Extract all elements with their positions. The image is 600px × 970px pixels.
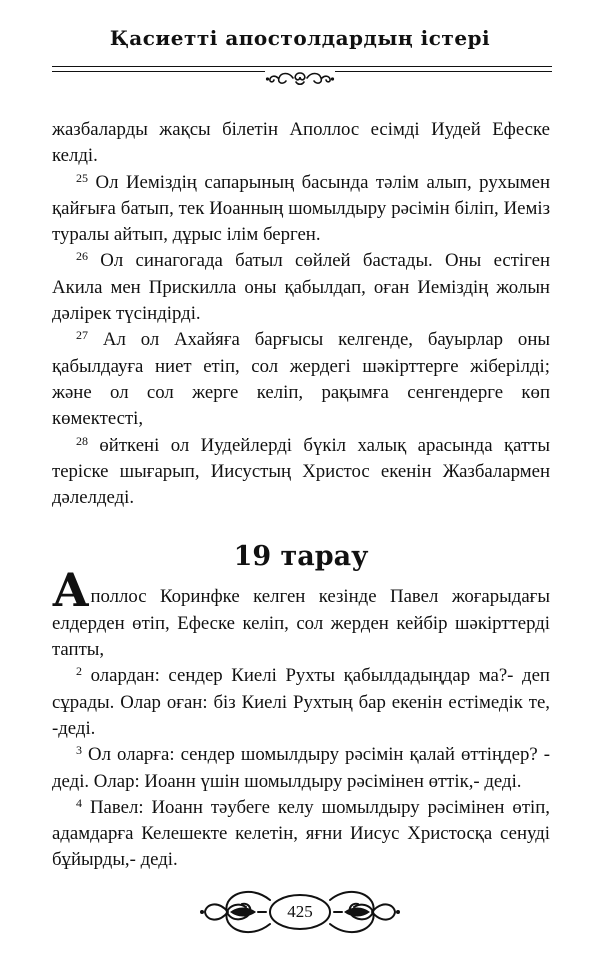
header-ornament-icon	[265, 68, 335, 88]
verse-number: 28	[76, 433, 88, 448]
verse-number: 25	[76, 170, 88, 185]
verse-text: Ол Иеміздің сапарының басында тәлім алып, рухымен қайғыға батып, тек Иоанның шомылдыру рәсімін біліп, Иеміз туралы айтып, дұрыс ілім берген.	[52, 171, 550, 246]
verse-paragraph	[52, 663, 550, 742]
drop-cap: А	[52, 563, 90, 618]
verse-paragraph	[52, 170, 550, 249]
verse-text: Ал ол Ахайяға барғысы келгенде, бауырлар оны қабылдауға ниет етіп, сол жердегі шәкірттерге жіберілді; және ол сол жерге келіп, рақымға сенгендерге көп көмектесті,	[52, 329, 550, 430]
verse-text: жазбаларды жақсы білетін Аполлос есімді Иудей Ефеске келді.	[52, 119, 550, 167]
verse-number: 26	[76, 249, 88, 264]
verse-number: 3	[76, 743, 82, 758]
verse-text: өйткені ол Иудейлерді бүкіл халық арасында қатты теріске шығарып, Иисустың Христос екенін Жазбалармен дәлелдеді.	[52, 434, 550, 509]
verse-text: Ол синагогада батыл сөйлей бастады. Оны естіген Акила мен Прискилла оны қабылдап, оған Иеміздің жолын дәлірек түсіндірді.	[52, 250, 550, 325]
page-body	[52, 117, 550, 874]
verse-number: 27	[76, 328, 88, 343]
verse-paragraph	[52, 248, 550, 327]
verse-text: Ол оларға: сендер шомылдыру рәсімін қалай өттіңдер? - деді. Олар: Иоанн үшін шомылдыру рәсімінен өттік,- деді.	[52, 744, 550, 792]
chapter-first-paragraph	[52, 563, 550, 663]
verse-paragraph	[52, 795, 550, 874]
verse-text: поллос Коринфке келген кезінде Павел жоғарыдағы елдерден өтіп, Ефеске келіп, сол жерден кейбір шәкірттерді тапты,	[52, 586, 550, 661]
page-number: 425	[287, 902, 313, 921]
verse-paragraph	[52, 742, 550, 795]
verse-paragraph	[52, 327, 550, 432]
verse-text: Павел: Иоанн тәубеге келу шомылдыру рәсімінен өтіп, адамдарға Келешекте келетін, яғни Иисус Христосқа сенуді бұйырды,- деді.	[52, 796, 550, 871]
verse-text: олардан: сендер Киелі Рухты қабылдадыңдар ма?- деп сұрады. Олар оған: біз Киелі Рухтың бар екенін естімедік те, -деді.	[52, 665, 550, 739]
verse-paragraph	[52, 433, 550, 512]
verse-number: 2	[76, 664, 82, 679]
header-rule-top	[52, 66, 552, 67]
chapter-heading: 19 тарау	[233, 541, 369, 573]
running-header: Қасиетті апостолдардың істері	[109, 26, 491, 50]
verse-number: 4	[76, 795, 82, 810]
verse-paragraph	[52, 117, 550, 170]
